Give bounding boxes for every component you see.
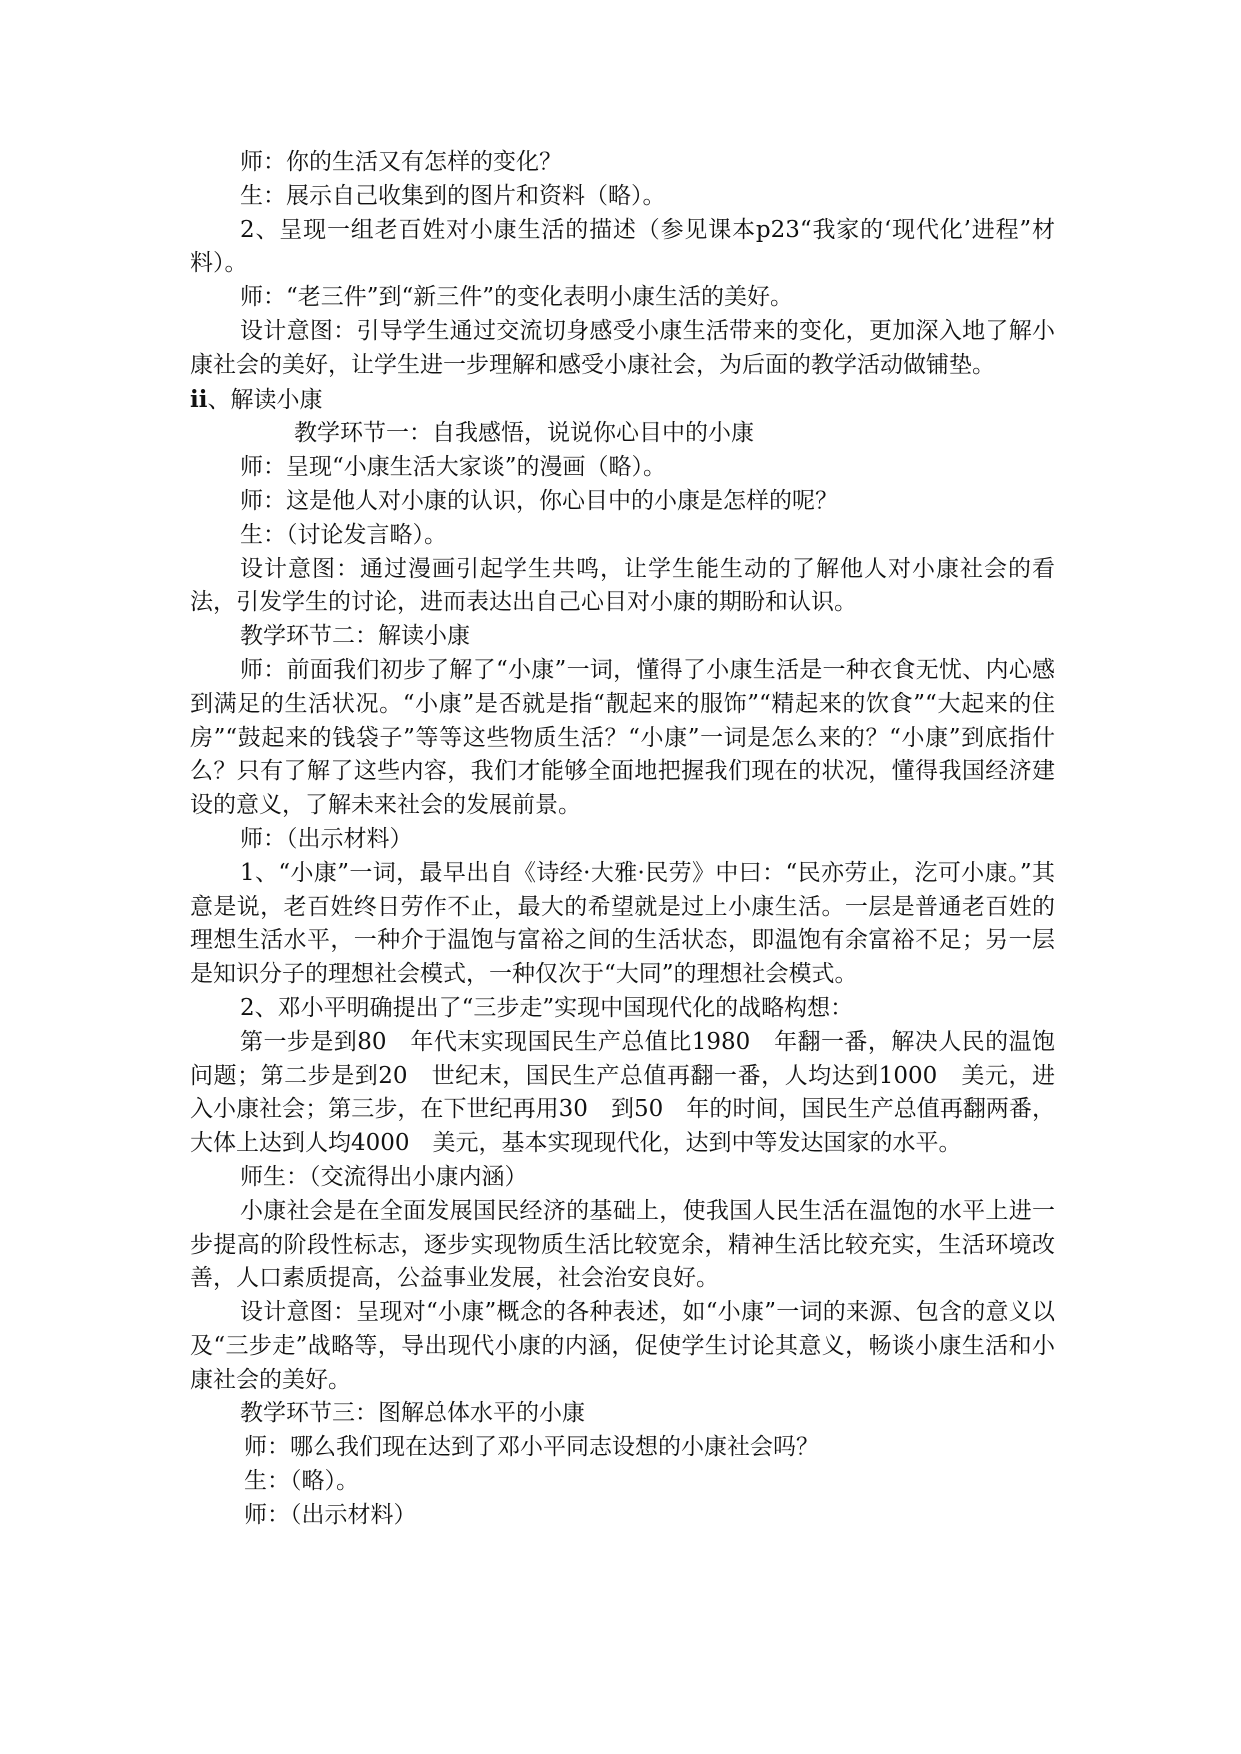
paragraph-xiaokang-definition: 小康社会是在全面发展国民经济的基础上，使我国人民生活在温饱的水平上进一步提高的阶段性标志，逐步实现物质生活比较宽余，精神生活比较充实，生活环境改善，人口素质提高，公益事业发展，社会治安良好。 — [190, 1197, 1055, 1292]
paragraph-step-one-title: 教学环节一：自我感悟，说说你心目中的小康 — [294, 420, 754, 447]
paragraph-student-show: 生：展示自己收集到的图片和资料（略）。 — [240, 182, 666, 209]
paragraph-step-three-title: 教学环节三：图解总体水平的小康 — [240, 1400, 585, 1427]
paragraph-student-omitted: 生：（略）。 — [244, 1468, 359, 1495]
paragraph-three-steps-detail: 第一步是到80 年代末实现国民生产总值比1980 年翻一番，解决人民的温饱问题；第二步是到20 世纪末，国民生产总值再翻一番，人均达到1000 美元，进入小康社会；第三步，在下世纪再用30 到50 年的时间，国民生产总值再翻两番，大体上达到人均4000 美元，基本实现现代化，达到中等发达国家的水平。 — [190, 1028, 1055, 1157]
paragraph-design-intent-2: 设计意图：通过漫画引起学生共鸣，让学生能生动的了解他人对小康社会的看法，引发学生的讨论，进而表达出自己心目对小康的期盼和认识。 — [190, 555, 1055, 616]
paragraph-teacher-old-new: 师：“老三件”到“新三件”的变化表明小康生活的美好。 — [240, 284, 794, 311]
paragraph-material-three-steps: 2、邓小平明确提出了“三步走”实现中国现代化的战略构想： — [240, 994, 854, 1021]
paragraph-material-origin: 1、“小康”一词，最早出自《诗经·大雅·民劳》中曰：“民亦劳止，汔可小康。”其意是说，老百姓终日劳作不止，最大的希望就是过上小康生活。一层是普通老百姓的理想生活水平，一种介于温饱与富裕之间的生活状态，即温饱有余富裕不足；另一层是知识分子的理想社会模式，一种仅次于“大同”的理想社会模式。 — [190, 859, 1055, 988]
paragraph-teacher-student-exchange: 师生：（交流得出小康内涵） — [240, 1163, 528, 1190]
section-number: ⅱ — [190, 385, 208, 413]
paragraph-teacher-explain: 师：前面我们初步了解了“小康”一词，懂得了小康生活是一种衣食无忧、内心感到满足的生活状况。“小康”是否就是指“靓起来的服饰”“精起来的饮食”“大起来的住房”“鼓起来的钱袋子”等等这些物质生活？“小康”一词是怎么来的？“小康”到底指什么？只有了解了这些内容，我们才能够全面地把握我们现在的状况，懂得我国经济建设的意义，了解未来社会的发展前景。 — [190, 656, 1055, 819]
paragraph-item-2-description: 2、呈现一组老百姓对小康生活的描述（参见课本p23“我家的‘现代化’进程”材料）。 — [190, 216, 1055, 277]
paragraph-step-two-title: 教学环节二：解读小康 — [240, 623, 470, 650]
section-heading-interpret — [190, 383, 1055, 418]
paragraph-design-intent-1: 设计意图：引导学生通过交流切身感受小康生活带来的变化，更加深入地了解小康社会的美好，让学生进一步理解和感受小康社会，为后面的教学活动做铺垫。 — [190, 317, 1055, 378]
paragraph-teacher-achieved: 师：哪么我们现在达到了邓小平同志设想的小康社会吗？ — [244, 1434, 819, 1461]
paragraph-student-discuss: 生：（讨论发言略）。 — [240, 521, 447, 548]
paragraph-design-intent-3: 设计意图：呈现对“小康”概念的各种表述，如“小康”一词的来源、包含的意义以及“三步走”战略等，导出现代小康的内涵，促使学生讨论其意义，畅谈小康生活和小康社会的美好。 — [190, 1299, 1055, 1393]
paragraph-teacher-material-2: 师：（出示材料） — [244, 1501, 417, 1528]
paragraph-teacher-material-1: 师：（出示材料） — [240, 825, 413, 852]
paragraph-teacher-question: 师：你的生活又有怎样的变化？ — [240, 149, 562, 175]
document-page — [190, 146, 1055, 1533]
paragraph-teacher-ask: 师：这是他人对小康的认识，你心目中的小康是怎样的呢？ — [240, 487, 838, 514]
section-title: 、解读小康 — [207, 386, 323, 413]
paragraph-teacher-comic: 师：呈现“小康生活大家谈”的漫画（略）。 — [240, 454, 667, 481]
